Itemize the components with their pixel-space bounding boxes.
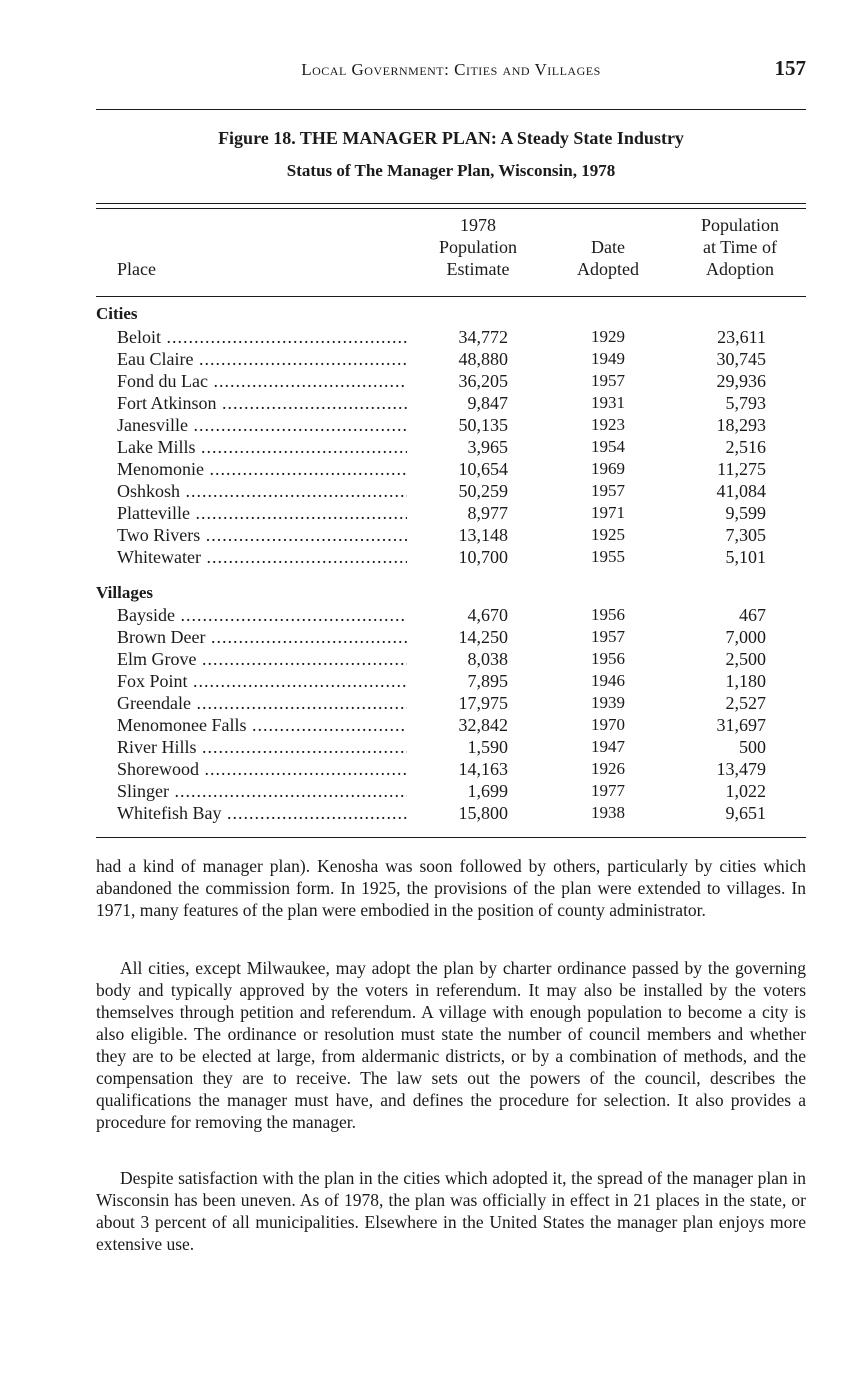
table-row (96, 604, 806, 626)
estimate-cell: 34,772 (458, 327, 508, 347)
population-cell: 2,500 (725, 649, 766, 669)
population-cell: 467 (739, 605, 766, 625)
place-cell: River Hills ..... (117, 736, 407, 758)
figure-title: Figure 18. THE MANAGER PLAN: A Steady State Industry (218, 128, 684, 148)
date-cell: 1971 (591, 503, 625, 522)
estimate-cell: 48,880 (458, 349, 508, 369)
table-row (96, 480, 806, 502)
date-cell: 1925 (591, 525, 625, 544)
place-cell: Elm Grove ..... (117, 648, 407, 670)
place-cell: Bayside ..... (117, 604, 407, 626)
population-cell: 30,745 (716, 349, 766, 369)
date-cell: 1929 (591, 327, 625, 346)
estimate-cell: 1,590 (467, 737, 508, 757)
estimate-cell: 17,975 (458, 693, 508, 713)
estimate-cell: 15,800 (458, 803, 508, 823)
population-cell: 11,275 (717, 459, 766, 479)
population-cell: 18,293 (716, 415, 766, 435)
population-cell: 9,599 (725, 503, 766, 523)
date-cell: 1957 (591, 371, 625, 390)
date-cell: 1957 (591, 481, 625, 500)
date-cell: 1939 (591, 693, 625, 712)
paragraph-adoption: All cities, except Milwaukee, may adopt the plan by charter ordinance passed by the governing body and typically approved by the voters in referendum. It may also be installed by the voters themselves through petition and referendum. A village with enough population to become a city is also eligible. The ordinance or resolution must state the number of council members and whether they are to be elected at large, from aldermanic districts, or by a combination of methods, and the compensation they are to receive. The law sets out the powers of the council, describes the qualifications the manager must have, and defines the procedure for selection. It also provides a procedure for removing the manager. (96, 958, 806, 1132)
estimate-cell: 50,135 (458, 415, 508, 435)
villages-rows (96, 604, 806, 824)
date-cell: 1969 (591, 459, 625, 478)
table-row (96, 648, 806, 670)
header-bottom-rule (96, 296, 806, 297)
col-header-date-line2: Adopted (577, 259, 639, 279)
population-cell: 2,527 (725, 693, 766, 713)
population-cell: 5,793 (725, 393, 766, 413)
place-cell: Shorewood ..... (117, 758, 407, 780)
table-row (96, 736, 806, 758)
place-cell: Fox Point ..... (117, 670, 407, 692)
place-cell: Slinger ..... (117, 780, 407, 802)
date-cell: 1938 (591, 803, 625, 822)
col-header-date-line1: Date (591, 237, 625, 257)
place-cell: Janesville ..... (117, 414, 407, 436)
place-cell: Fort Atkinson ..... (117, 392, 407, 414)
table-row (96, 348, 806, 370)
header-rule (96, 109, 806, 110)
date-cell: 1949 (591, 349, 625, 368)
estimate-cell: 3,965 (467, 437, 508, 457)
estimate-cell: 8,038 (467, 649, 508, 669)
table-row (96, 524, 806, 546)
estimate-cell: 14,163 (458, 759, 508, 779)
estimate-cell: 14,250 (458, 627, 508, 647)
estimate-cell: 7,895 (467, 671, 508, 691)
date-cell: 1970 (591, 715, 625, 734)
estimate-cell: 8,977 (467, 503, 508, 523)
place-cell: Menomonie ..... (117, 458, 407, 480)
date-cell: 1931 (591, 393, 625, 412)
population-cell: 7,305 (725, 525, 766, 545)
date-cell: 1956 (591, 605, 625, 624)
place-cell: Brown Deer ..... (117, 626, 407, 648)
col-header-place: Place (117, 259, 156, 279)
estimate-cell: 9,847 (467, 393, 508, 413)
table-row (96, 502, 806, 524)
population-cell: 29,936 (716, 371, 766, 391)
population-cell: 5,101 (725, 547, 766, 567)
population-cell: 31,697 (716, 715, 766, 735)
population-cell: 7,000 (725, 627, 766, 647)
population-cell: 2,516 (725, 437, 766, 457)
place-cell: Beloit ..... (117, 326, 407, 348)
figure-subtitle: Status of The Manager Plan, Wisconsin, 1978 (286, 161, 616, 180)
table-bottom-rule (96, 837, 806, 838)
col-header-pop-line1: Population (700, 215, 779, 235)
table-row (96, 626, 806, 648)
estimate-cell: 32,842 (458, 715, 508, 735)
estimate-cell: 10,654 (458, 459, 508, 479)
place-cell: Oshkosh ..... (117, 480, 407, 502)
population-cell: 500 (739, 737, 766, 757)
estimate-cell: 10,700 (458, 547, 508, 567)
population-cell: 13,479 (716, 759, 766, 779)
population-cell: 1,022 (725, 781, 766, 801)
table-row (96, 370, 806, 392)
table-row (96, 458, 806, 480)
place-cell: Whitewater ..... (117, 546, 407, 568)
section-label-villages: Villages (96, 583, 153, 602)
date-cell: 1947 (591, 737, 625, 756)
col-header-estimate-line3: Estimate (446, 259, 510, 279)
population-cell: 9,651 (725, 803, 766, 823)
page-header (96, 56, 806, 90)
col-header-pop-line2: at Time of (702, 237, 777, 257)
place-cell: Fond du Lac ..... (117, 370, 407, 392)
date-cell: 1977 (591, 781, 625, 800)
table-row (96, 546, 806, 568)
place-cell: Two Rivers ..... (117, 524, 407, 546)
date-cell: 1956 (591, 649, 625, 668)
place-cell: Platteville ..... (117, 502, 407, 524)
section-label-cities: Cities (96, 304, 138, 323)
col-header-estimate-line2: Population (438, 237, 517, 257)
table-row (96, 392, 806, 414)
estimate-cell: 4,670 (467, 605, 508, 625)
place-cell: Lake Mills ..... (117, 436, 407, 458)
date-cell: 1954 (591, 437, 625, 456)
table-top-rule (96, 203, 806, 204)
page-number: 157 (774, 56, 806, 80)
date-cell: 1955 (591, 547, 625, 566)
table-row (96, 758, 806, 780)
col-header-estimate (418, 214, 538, 280)
col-header-pop-line3: Adoption (705, 259, 774, 279)
table-row (96, 692, 806, 714)
population-cell: 1,180 (725, 671, 766, 691)
population-cell: 41,084 (716, 481, 766, 501)
table-row (96, 326, 806, 348)
table-row (96, 414, 806, 436)
paragraph-continuation: had a kind of manager plan). Kenosha was soon followed by others, particularly by cities which abandoned the commission form. In 1925, the provisions of the plan were extended to villages. In 1971, many features of the plan were embodied in the position of county administrator. (96, 856, 806, 920)
place-cell: Whitefish Bay ..... (117, 802, 407, 824)
table-row (96, 802, 806, 824)
place-cell: Eau Claire ..... (117, 348, 407, 370)
table-top-rule-2 (96, 208, 806, 209)
date-cell: 1957 (591, 627, 625, 646)
estimate-cell: 50,259 (458, 481, 508, 501)
population-cell: 23,611 (717, 327, 766, 347)
date-cell: 1946 (591, 671, 625, 690)
table-row (96, 436, 806, 458)
col-header-population (678, 214, 802, 280)
table-row (96, 780, 806, 802)
cities-rows (96, 326, 806, 568)
paragraph-spread: Despite satisfaction with the plan in the cities which adopted it, the spread of the manager plan in Wisconsin has been uneven. As of 1978, the plan was officially in effect in 21 places in the state, or about 3 percent of all municipalities. Elsewhere in the United States the manager plan enjoys more extensive use. (96, 1168, 806, 1254)
date-cell: 1926 (591, 759, 625, 778)
col-header-date (558, 236, 658, 280)
estimate-cell: 1,699 (467, 781, 508, 801)
place-cell: Greendale ..... (117, 692, 407, 714)
place-cell: Menomonee Falls ..... (117, 714, 407, 736)
col-header-estimate-line1: 1978 (460, 215, 496, 235)
table-row (96, 670, 806, 692)
estimate-cell: 13,148 (458, 525, 508, 545)
estimate-cell: 36,205 (458, 371, 508, 391)
running-head: Local Government: Cities and Villages (301, 60, 601, 79)
date-cell: 1923 (591, 415, 625, 434)
table-row (96, 714, 806, 736)
